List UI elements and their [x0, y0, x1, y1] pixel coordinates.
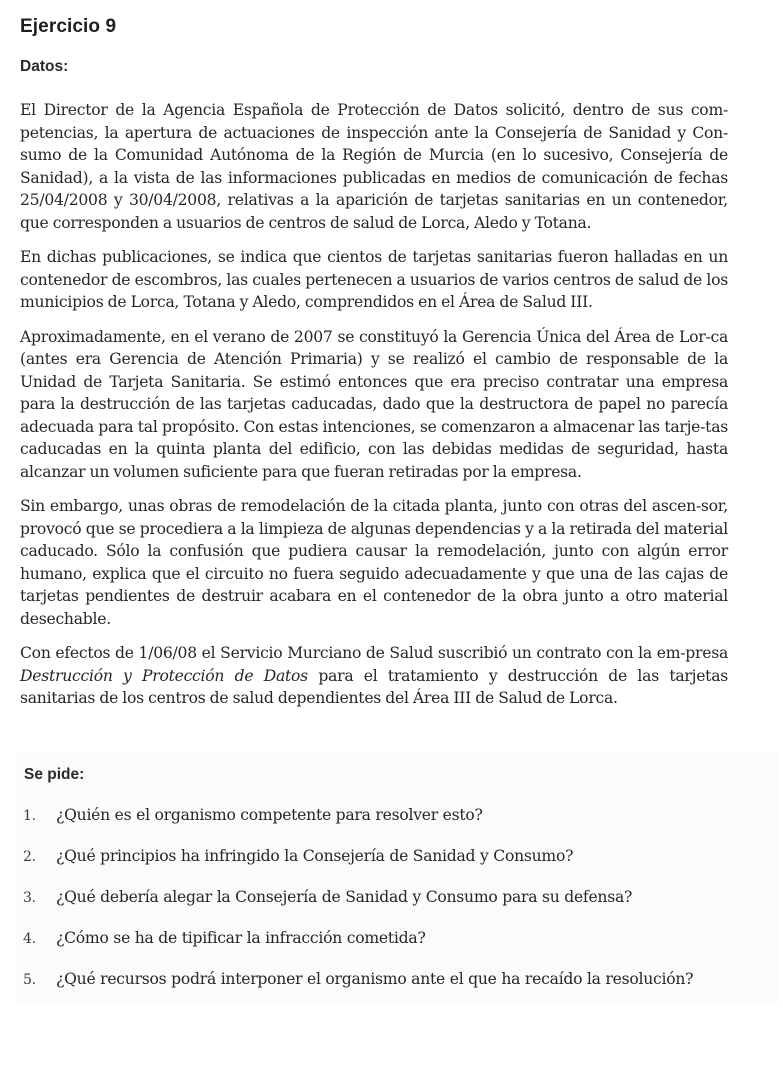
- question-list: [23, 806, 763, 1011]
- question-text: ¿Cómo se ha de tipificar la infracción cometida?: [56, 929, 426, 947]
- question-number: 3.: [23, 890, 36, 906]
- request-heading: Se pide:: [24, 766, 85, 783]
- paragraph-remodeling: Sin embargo, unas obras de remodelación de la citada planta, junto con otras del ascen-sor, provocó que se procediera a la limpieza de algunas dependencias y a la retirada del material caducado. Sólo la confusión que pudiera causar la remodelación, junto con algún error humano, explica que el circuito no fuera seguido adecuadamente y que una de las cajas de tarjetas pendientes de destruir acabara en el contenedor de la obra junto a otro material desechable.: [20, 497, 728, 628]
- question-item: [23, 929, 763, 970]
- question-number: 5.: [23, 972, 36, 988]
- question-number: 4.: [23, 931, 36, 947]
- contract-text-after: para el tratamiento y destrucción de las tarjetas sanitarias de los centros de salud dependientes del Área III de Salud de Lorca.: [20, 666, 728, 707]
- question-text: ¿Qué principios ha infringido la Consejería de Sanidad y Consumo?: [56, 847, 574, 865]
- question-item: [23, 970, 763, 1011]
- question-item: [23, 888, 763, 929]
- contract-text-before: Con efectos de 1/06/08 el Servicio Murciano de Salud suscribió un contrato con la em-presa: [20, 644, 728, 662]
- question-text: ¿Quién es el organismo competente para resolver esto?: [56, 806, 483, 824]
- paragraph-management: Aproximadamente, en el verano de 2007 se constituyó la Gerencia Única del Área de Lor-ca (antes era Gerencia de Atención Primaria) y se realizó el cambio de responsable de la Unidad de Tarjeta Sanitaria. Se estimó entonces que era preciso contratar una empresa para la destrucción de las tarjetas caducadas, dado que la destructora de papel no parecía adecuada para tal propósito. Con estas intenciones, se comenzaron a almacenar las tarje-tas caducadas en la quinta planta del edificio, con las debidas medidas de seguridad, hasta alcanzar un volumen suficiente para que fueran retiradas por la empresa.: [20, 327, 728, 481]
- paragraph-inspection: El Director de la Agencia Española de Protección de Datos solicitó, dentro de sus com-petencias, la apertura de actuaciones de inspección ante la Consejería de Sanidad y Con-sumo de la Comunidad Autónoma de la Región de Murcia (en lo sucesivo, Consejería de Sanidad), a la vista de las informaciones publicadas en medios de comunicación de fechas 25/04/2008 y 30/04/2008, relativas a la aparición de tarjetas sanitarias en un contenedor, que corresponden a usuarios de centros de salud de Lorca, Aledo y Totana.: [20, 101, 728, 232]
- company-name: Destrucción y Protección de Datos: [20, 666, 308, 685]
- question-item: [23, 806, 763, 847]
- paragraph-contract: [20, 642, 728, 710]
- paragraph-publications: En dichas publicaciones, se indica que cientos de tarjetas sanitarias fueron halladas en un contenedor de escombros, las cuales pertenecen a usuarios de varios centros de salud de los municipios de Lorca, Totana y Aledo, comprendidos en el Área de Salud III.: [20, 248, 728, 311]
- question-text: ¿Qué recursos podrá interponer el organismo ante el que ha recaído la resolución?: [56, 970, 694, 988]
- document-page: [20, 14, 728, 710]
- question-number: 2.: [23, 849, 36, 865]
- question-item: [23, 847, 763, 888]
- exercise-title: Ejercicio 9: [20, 16, 117, 37]
- data-heading: Datos:: [20, 58, 69, 75]
- question-text: ¿Qué debería alegar la Consejería de Sanidad y Consumo para su defensa?: [56, 888, 633, 906]
- question-number: 1.: [23, 808, 36, 824]
